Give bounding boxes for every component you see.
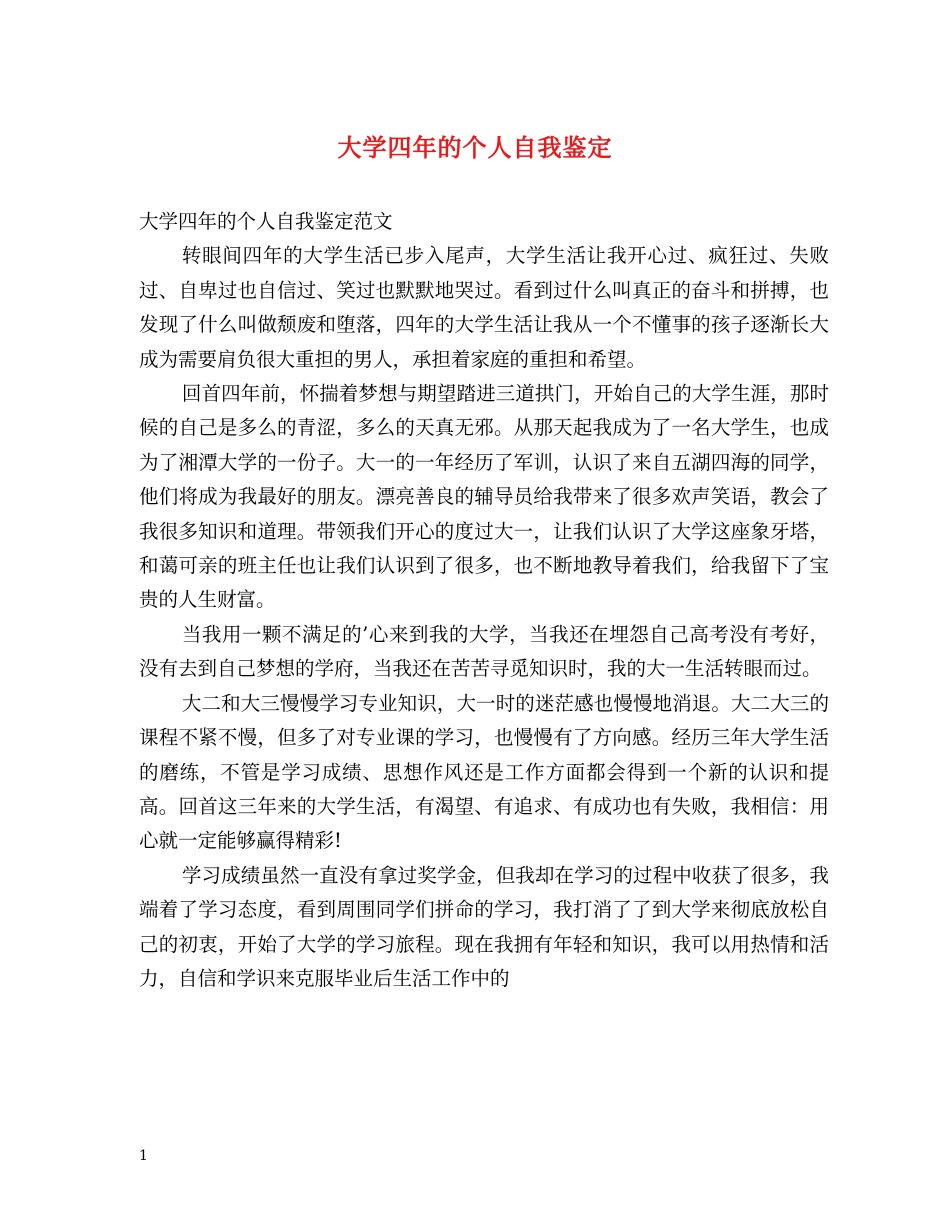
paragraph-5: 学习成绩虽然一直没有拿过奖学金，但我却在学习的过程中收获了很多，我端着了学习态度，看到周围同学们拼命的学习，我打消了了到大学来彻底放松自己的初衷，开始了大学的学习旅程。现在我拥有年轻和知识，我可以用热情和活力，自信和学识来克服毕业后生活工作中的 bbox=[139, 863, 829, 990]
document-body bbox=[139, 205, 829, 996]
page-number: 1 bbox=[139, 1148, 148, 1164]
paragraph-4: 大二和大三慢慢学习专业知识，大一时的迷茫感也慢慢地消退。大二大三的课程不紧不慢，但多了对专业课的学习，也慢慢有了方向感。经历三年大学生活的磨练，不管是学习成绩、思想作风还是工作方面都会得到一个新的认识和提高。回首这三年来的大学生活，有渴望、有追求、有成功也有失败，我相信：用心就一定能够赢得精彩! bbox=[139, 691, 829, 853]
document-title: 大学四年的个人自我鉴定 bbox=[337, 133, 613, 162]
document-subtitle: 大学四年的个人自我鉴定范文 bbox=[139, 210, 393, 233]
paragraph-1: 转眼间四年的大学生活已步入尾声，大学生活让我开心过、疯狂过、失败过、自卑过也自信过、笑过也默默地哭过。看到过什么叫真正的奋斗和拼搏，也发现了什么叫做颓废和堕落，四年的大学生活让我从一个不懂事的孩子逐渐长大成为需要肩负很大重担的男人，承担着家庭的重担和希望。 bbox=[139, 244, 829, 371]
paragraph-3: 当我用一颗不满足的’心来到我的大学，当我还在埋怨自己高考没有考好，没有去到自己梦想的学府，当我还在苦苦寻觅知识时，我的大一生活转眼而过。 bbox=[139, 622, 829, 681]
paragraph-2: 回首四年前，怀揣着梦想与期望踏进三道拱门，开始自己的大学生涯，那时候的自己是多么的青涩，多么的天真无邪。从那天起我成为了一名大学生，也成为了湘潭大学的一份子。大一的一年经历了军训，认识了来自五湖四海的同学，他们将成为我最好的朋友。漂亮善良的辅导员给我带来了很多欢声笑语，教会了我很多知识和道理。带领我们开心的度过大一，让我们认识了大学这座象牙塔，和蔼可亲的班主任也让我们认识到了很多，也不断地教导着我们，给我留下了宝贵的人生财富。 bbox=[139, 382, 829, 612]
